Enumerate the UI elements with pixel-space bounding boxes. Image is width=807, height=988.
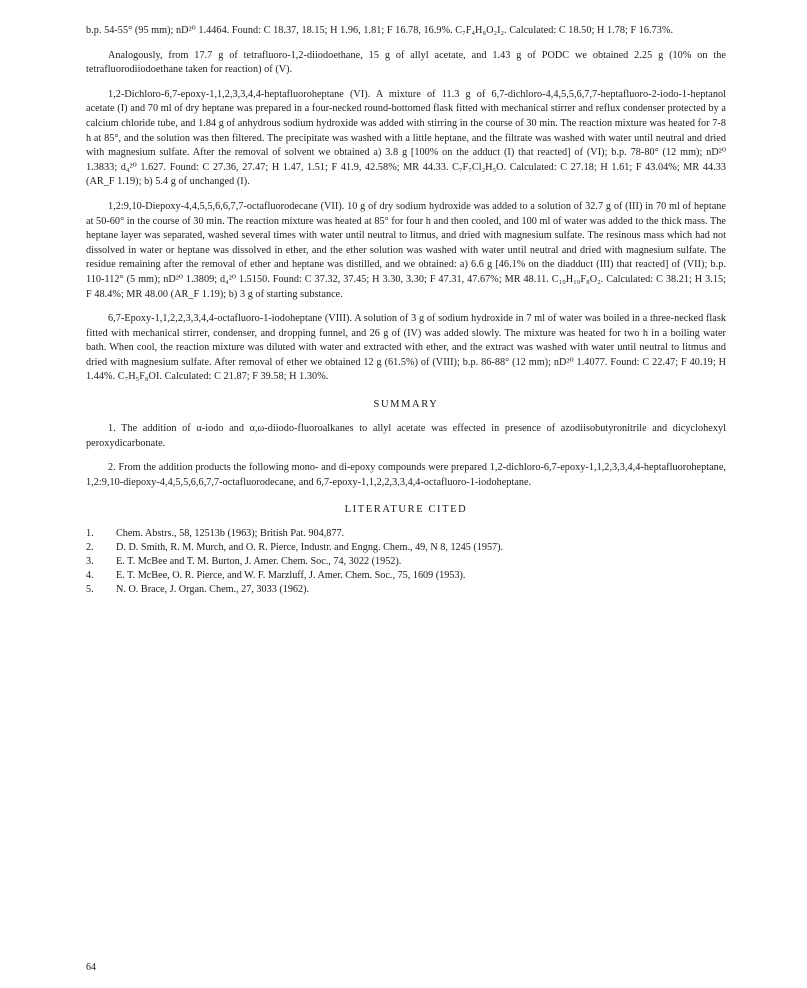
summary-item-2: 2. From the addition products the following mono- and di-epoxy compounds were prepared 1,2-dichloro-6,7-epoxy-1,1,2,3,3,4,4-heptafluoroheptane, 1,2:9,10-diepoxy-4,4,5,5,6,6,7,7-octafluorodecane, and 6,7-epoxy-1,1,2,2,3,3,4,4-octafluoro-1-iodoheptane. bbox=[86, 462, 726, 488]
reference-item bbox=[86, 555, 726, 569]
reference-item bbox=[86, 583, 726, 597]
reference-number: 3. bbox=[86, 556, 94, 568]
paragraph-2: Analogously, from 17.7 g of tetrafluoro-1,2-diiodoethane, 15 g of allyl acetate, and 1.43 g of PODC we obtained 2.25 g (10% on the tetrafluorodiiodoethane taken for reaction) of (V). bbox=[86, 49, 726, 76]
page-number: 64 bbox=[86, 962, 96, 973]
paragraph-4: 1,2:9,10-Diepoxy-4,4,5,5,6,6,7,7-octafluorodecane (VII). 10 g of dry sodium hydroxide was added to a solution of 32.7 g of (III) in 70 ml of heptane at 50-60° in the course of 30 min. The reaction mixture was heated at 85° for four h and then cooled, and 100 ml of water was added to the thick mass. The heptane layer was separated, washed several times with water until neutral to litmus, and dried with magnesium sulfate. The resinous mass which had not dissolved in water or heptane was dissolved in ether, and the ether solution was washed with water until neutral and dried with magnesium sulfate. The residue remaining after the removal of ether and heptane was distilled, and we obtained: a) 6.6 g [46.1% on the diadduct (III) that reacted] of (VII); b.p. 110-112° (5 mm); nD²⁰ 1.3809; d₄²⁰ 1.5150. Found: C 37.32, 37.45; H 3.30, 3.30; F 47.31, 47.67%; MR 48.11. C₁₀H₁₀F₈O₂. Calculated: C 38.21; H 3.15; F 48.4%; MR 48.00 (AR_F 1.19); b) 3 g of starting substance. bbox=[86, 200, 726, 300]
reference-number: 5. bbox=[86, 584, 94, 596]
reference-item bbox=[86, 541, 726, 555]
summary-heading: SUMMARY bbox=[373, 399, 439, 411]
literature-heading: LITERATURE CITED bbox=[344, 504, 468, 516]
reference-number: 1. bbox=[86, 528, 94, 540]
paragraph-3: 1,2-Dichloro-6,7-epoxy-1,1,2,3,3,4,4-heptafluoroheptane (VI). A mixture of 11.3 g of 6,7-dichloro-4,4,5,5,6,7,7-heptafluoro-2-iodo-1-heptanol acetate (I) and 70 ml of dry heptane was prepared in a four-necked round-bottomed flask fitted with mechanical stirrer and reflux condenser protected by a calcium chloride tube, and 1.84 g of anhydrous sodium hydroxide was added with stirring in the course of 30 min. The reaction mixture was heated for 7-8 h at 85°, and the solution was then filtered. The precipitate was washed with a little heptane, and the filtrate was washed with water until neutral and dried with magnesium sulfate. After the removal of solvent we obtained a) 3.8 g [100% on the adduct (I) that reacted] of (VI); b.p. 78-80° (12 mm); nD²⁰ 1.3833; d₄²⁰ 1.627. Found: C 27.36, 27.47; H 1.47, 1.51; F 41.9, 42.58%; MR 44.33. C₇F₇Cl₂H₅O. Calculated: C 27.18; H 1.61; F 43.04%; MR 44.33 (AR_F 1.19); b) 5.4 g of unchanged (I). bbox=[86, 88, 726, 188]
paragraph-5: 6,7-Epoxy-1,1,2,2,3,3,4,4-octafluoro-1-iodoheptane (VIII). A solution of 3 g of sodium hydroxide in 7 ml of water was boiled in a three-necked flask fitted with mechanical stirrer, condenser, and dropping funnel, and 26 g of (IV) was added slowly. The mixture was heated for two h in a boiling water bath. When cool, the reaction mixture was diluted with water and extracted with ether, and the extract was washed with water until neutral to litmus and dried with magnesium sulfate. After removal of ether we obtained 12 g (61.5%) of (VIII); b.p. 86-88° (12 mm); nD²⁰ 1.4077. Found: C 22.47; F 40.19; H 1.44%. C₇H₅F₈OI. Calculated: C 21.87; F 39.58; H 1.30%. bbox=[86, 313, 726, 383]
reference-text: D. D. Smith, R. M. Murch, and O. R. Pierce, Industr. and Engng. Chem., 49, N 8, 1245 (1957). bbox=[116, 542, 504, 554]
reference-text: E. T. McBee, O. R. Pierce, and W. F. Marzluff, J. Amer. Chem. Soc., 75, 1609 (1953). bbox=[116, 570, 466, 582]
summary-item-1: 1. The addition of α-iodo and α,ω-diiodo-fluoroalkanes to allyl acetate was effected in presence of azodiisobutyronitrile and dicyclohexyl peroxydicarbonate. bbox=[86, 423, 726, 449]
reference-text: Chem. Abstrs., 58, 12513b (1963); British Pat. 904,877. bbox=[116, 528, 345, 540]
reference-number: 2. bbox=[86, 542, 94, 554]
paragraph-1: b.p. 54-55° (95 mm); nD²⁰ 1.4464. Found: C 18.37, 18.15; H 1.96, 1.81; F 16.78, 16.9%. C₇F₄H₈O₂I₂. Calculated: C 18.50; H 1.78; F 16.73%. bbox=[86, 25, 674, 36]
reference-number: 4. bbox=[86, 570, 94, 582]
page-body bbox=[86, 24, 726, 597]
reference-item bbox=[86, 527, 726, 541]
reference-text: N. O. Brace, J. Organ. Chem., 27, 3033 (1962). bbox=[116, 584, 310, 596]
reference-text: E. T. McBee and T. M. Burton, J. Amer. Chem. Soc., 74, 3022 (1952). bbox=[116, 556, 402, 568]
reference-item bbox=[86, 569, 726, 583]
reference-list bbox=[86, 527, 726, 597]
